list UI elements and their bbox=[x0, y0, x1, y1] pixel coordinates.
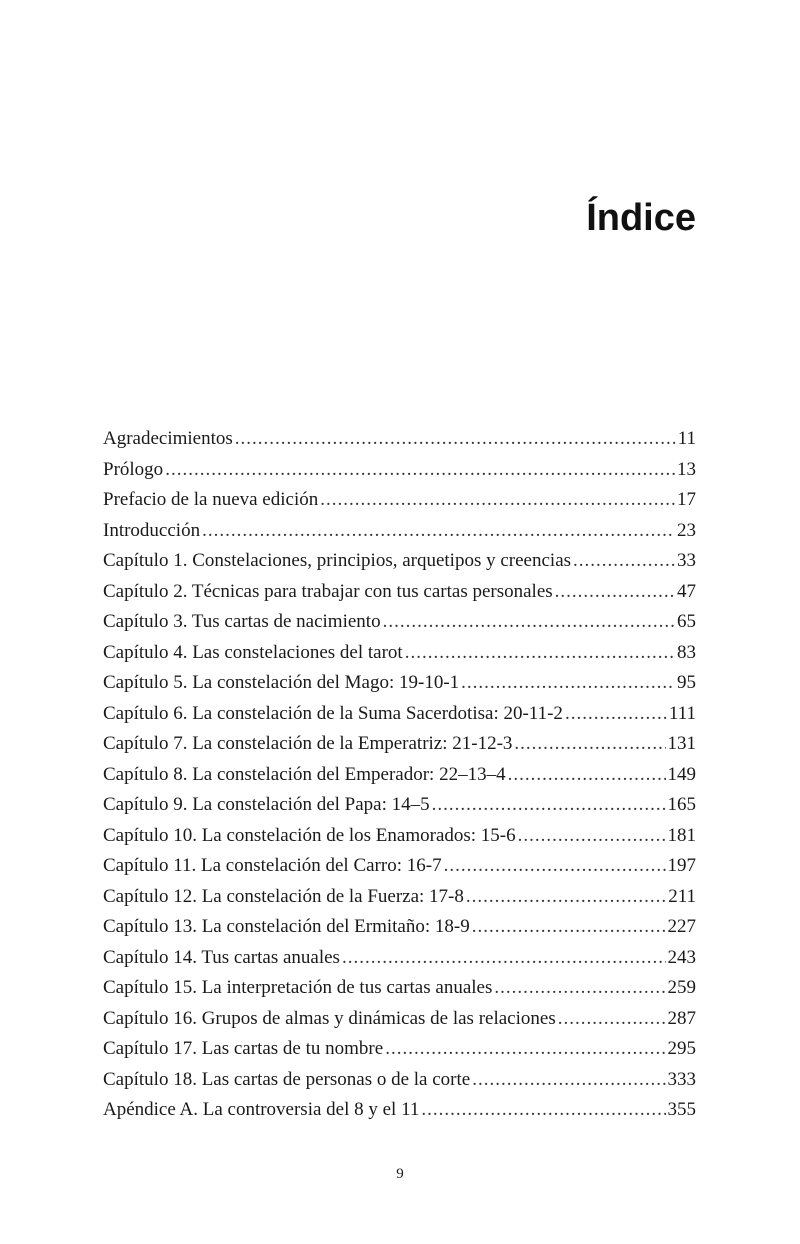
toc-dot-leader bbox=[466, 882, 666, 913]
toc-entry-title: Capítulo 16. Grupos de almas y dinámicas de las relaciones bbox=[103, 1007, 556, 1029]
toc-entry-page: 197 bbox=[667, 855, 696, 876]
toc-entry-title: Capítulo 5. La constelación del Mago: 19-10-1 bbox=[103, 672, 460, 693]
toc-entry-title: Introducción bbox=[103, 519, 201, 541]
toc-entry-title: Agradecimientos bbox=[103, 428, 233, 449]
toc-entry bbox=[103, 516, 696, 547]
toc-entry-page: 243 bbox=[667, 946, 696, 968]
toc-entry bbox=[103, 699, 696, 730]
toc-entry bbox=[103, 1095, 696, 1126]
toc-dot-leader bbox=[472, 912, 666, 943]
toc-dot-leader bbox=[573, 546, 675, 577]
toc-dot-leader bbox=[385, 1034, 665, 1065]
toc-entry-title: Capítulo 17. Las cartas de tu nombre bbox=[103, 1038, 384, 1059]
toc-entry-title: Capítulo 1. Constelaciones, principios, arquetipos y creencias bbox=[103, 550, 572, 571]
toc-entry-page: 227 bbox=[667, 916, 696, 937]
toc-entry-title: Capítulo 7. La constelación de la Emperatriz: 21-12-3 bbox=[103, 733, 513, 754]
toc-entry bbox=[103, 851, 696, 882]
toc-entry-title: Capítulo 4. Las constelaciones del tarot bbox=[103, 641, 403, 663]
toc-entry-page: 111 bbox=[668, 702, 696, 724]
toc-dot-leader bbox=[555, 577, 675, 608]
toc-entry-page: 83 bbox=[677, 641, 696, 663]
toc-entry-page: 259 bbox=[667, 977, 696, 998]
toc-dot-leader bbox=[565, 699, 667, 730]
toc-dot-leader bbox=[508, 760, 666, 791]
toc-entry-page: 23 bbox=[677, 519, 696, 541]
toc-entry bbox=[103, 973, 696, 1004]
toc-entry-title: Capítulo 6. La constelación de la Suma Sacerdotisa: 20-11-2 bbox=[103, 702, 563, 724]
toc-entry bbox=[103, 821, 696, 852]
toc-entry bbox=[103, 638, 696, 669]
toc-entry-page: 47 bbox=[677, 580, 696, 602]
toc-dot-leader bbox=[514, 729, 665, 760]
toc-entry-title: Capítulo 12. La constelación de la Fuerza: 17-8 bbox=[103, 885, 464, 907]
toc-entry bbox=[103, 546, 696, 577]
toc-entry-title: Capítulo 3. Tus cartas de nacimiento bbox=[103, 611, 381, 632]
toc-dot-leader bbox=[342, 943, 666, 974]
toc-entry bbox=[103, 882, 696, 913]
toc-dot-leader bbox=[383, 607, 675, 638]
toc-entry-page: 131 bbox=[667, 733, 696, 754]
toc-dot-leader bbox=[405, 638, 675, 669]
toc-entry-title: Capítulo 9. La constelación del Papa: 14–5 bbox=[103, 794, 430, 815]
toc-entry-title: Capítulo 14. Tus cartas anuales bbox=[103, 946, 340, 968]
toc-entry-page: 295 bbox=[667, 1038, 696, 1059]
toc-entry-page: 181 bbox=[667, 824, 696, 846]
toc-dot-leader bbox=[320, 485, 675, 516]
toc-entry-page: 13 bbox=[677, 458, 696, 480]
toc-entry bbox=[103, 485, 696, 516]
toc-dot-leader bbox=[432, 790, 666, 821]
toc-entry-page: 211 bbox=[668, 885, 696, 907]
toc-entry-title: Capítulo 8. La constelación del Emperador: 22–13–4 bbox=[103, 763, 506, 785]
toc-entry bbox=[103, 729, 696, 760]
toc-entry-title: Prólogo bbox=[103, 458, 164, 480]
toc-dot-leader bbox=[494, 973, 665, 1004]
toc-entry-page: 65 bbox=[677, 611, 696, 632]
toc-entry-title: Capítulo 11. La constelación del Carro: 16-7 bbox=[103, 855, 442, 876]
toc-entry-page: 165 bbox=[667, 794, 696, 815]
toc-entry bbox=[103, 943, 696, 974]
toc-entry-title: Capítulo 10. La constelación de los Enamorados: 15-6 bbox=[103, 824, 516, 846]
toc-dot-leader bbox=[461, 668, 675, 699]
toc-entry bbox=[103, 455, 696, 486]
toc-entry-page: 333 bbox=[667, 1068, 696, 1090]
toc-entry bbox=[103, 577, 696, 608]
toc-entry-page: 33 bbox=[677, 550, 696, 571]
toc-entry-title: Apéndice A. La controversia del 8 y el 11 bbox=[103, 1099, 420, 1120]
toc-entry-title: Capítulo 13. La constelación del Ermitaño: 18-9 bbox=[103, 916, 470, 937]
toc-dot-leader bbox=[558, 1004, 666, 1035]
toc-dot-leader bbox=[421, 1095, 665, 1126]
page-number: 9 bbox=[396, 1166, 404, 1182]
toc-entry-title: Capítulo 15. La interpretación de tus cartas anuales bbox=[103, 977, 493, 998]
toc-dot-leader bbox=[202, 516, 675, 547]
toc-entry-page: 287 bbox=[667, 1007, 696, 1029]
toc-entry-page: 355 bbox=[667, 1099, 696, 1120]
toc-entry-title: Prefacio de la nueva edición bbox=[103, 489, 319, 510]
toc-entry bbox=[103, 790, 696, 821]
toc-entry bbox=[103, 760, 696, 791]
toc-dot-leader bbox=[472, 1065, 665, 1096]
toc-entry bbox=[103, 1065, 696, 1096]
toc-dot-leader bbox=[444, 851, 666, 882]
toc-entry-page: 149 bbox=[667, 763, 696, 785]
toc-entry-page: 11 bbox=[677, 428, 696, 449]
toc-entry bbox=[103, 912, 696, 943]
toc-entry-page: 95 bbox=[677, 672, 696, 693]
toc-entry-title: Capítulo 2. Técnicas para trabajar con tus cartas personales bbox=[103, 580, 553, 602]
toc-dot-leader bbox=[165, 455, 675, 486]
toc-entry bbox=[103, 424, 696, 455]
toc-dot-leader bbox=[518, 821, 666, 852]
page-title: Índice bbox=[586, 197, 696, 239]
toc-entry bbox=[103, 668, 696, 699]
toc-entry-page: 17 bbox=[677, 489, 696, 510]
toc-entry bbox=[103, 1004, 696, 1035]
toc-entry-title: Capítulo 18. Las cartas de personas o de la corte bbox=[103, 1068, 471, 1090]
toc-entry bbox=[103, 607, 696, 638]
table-of-contents bbox=[103, 424, 696, 1126]
toc-dot-leader bbox=[235, 424, 676, 455]
toc-entry bbox=[103, 1034, 696, 1065]
